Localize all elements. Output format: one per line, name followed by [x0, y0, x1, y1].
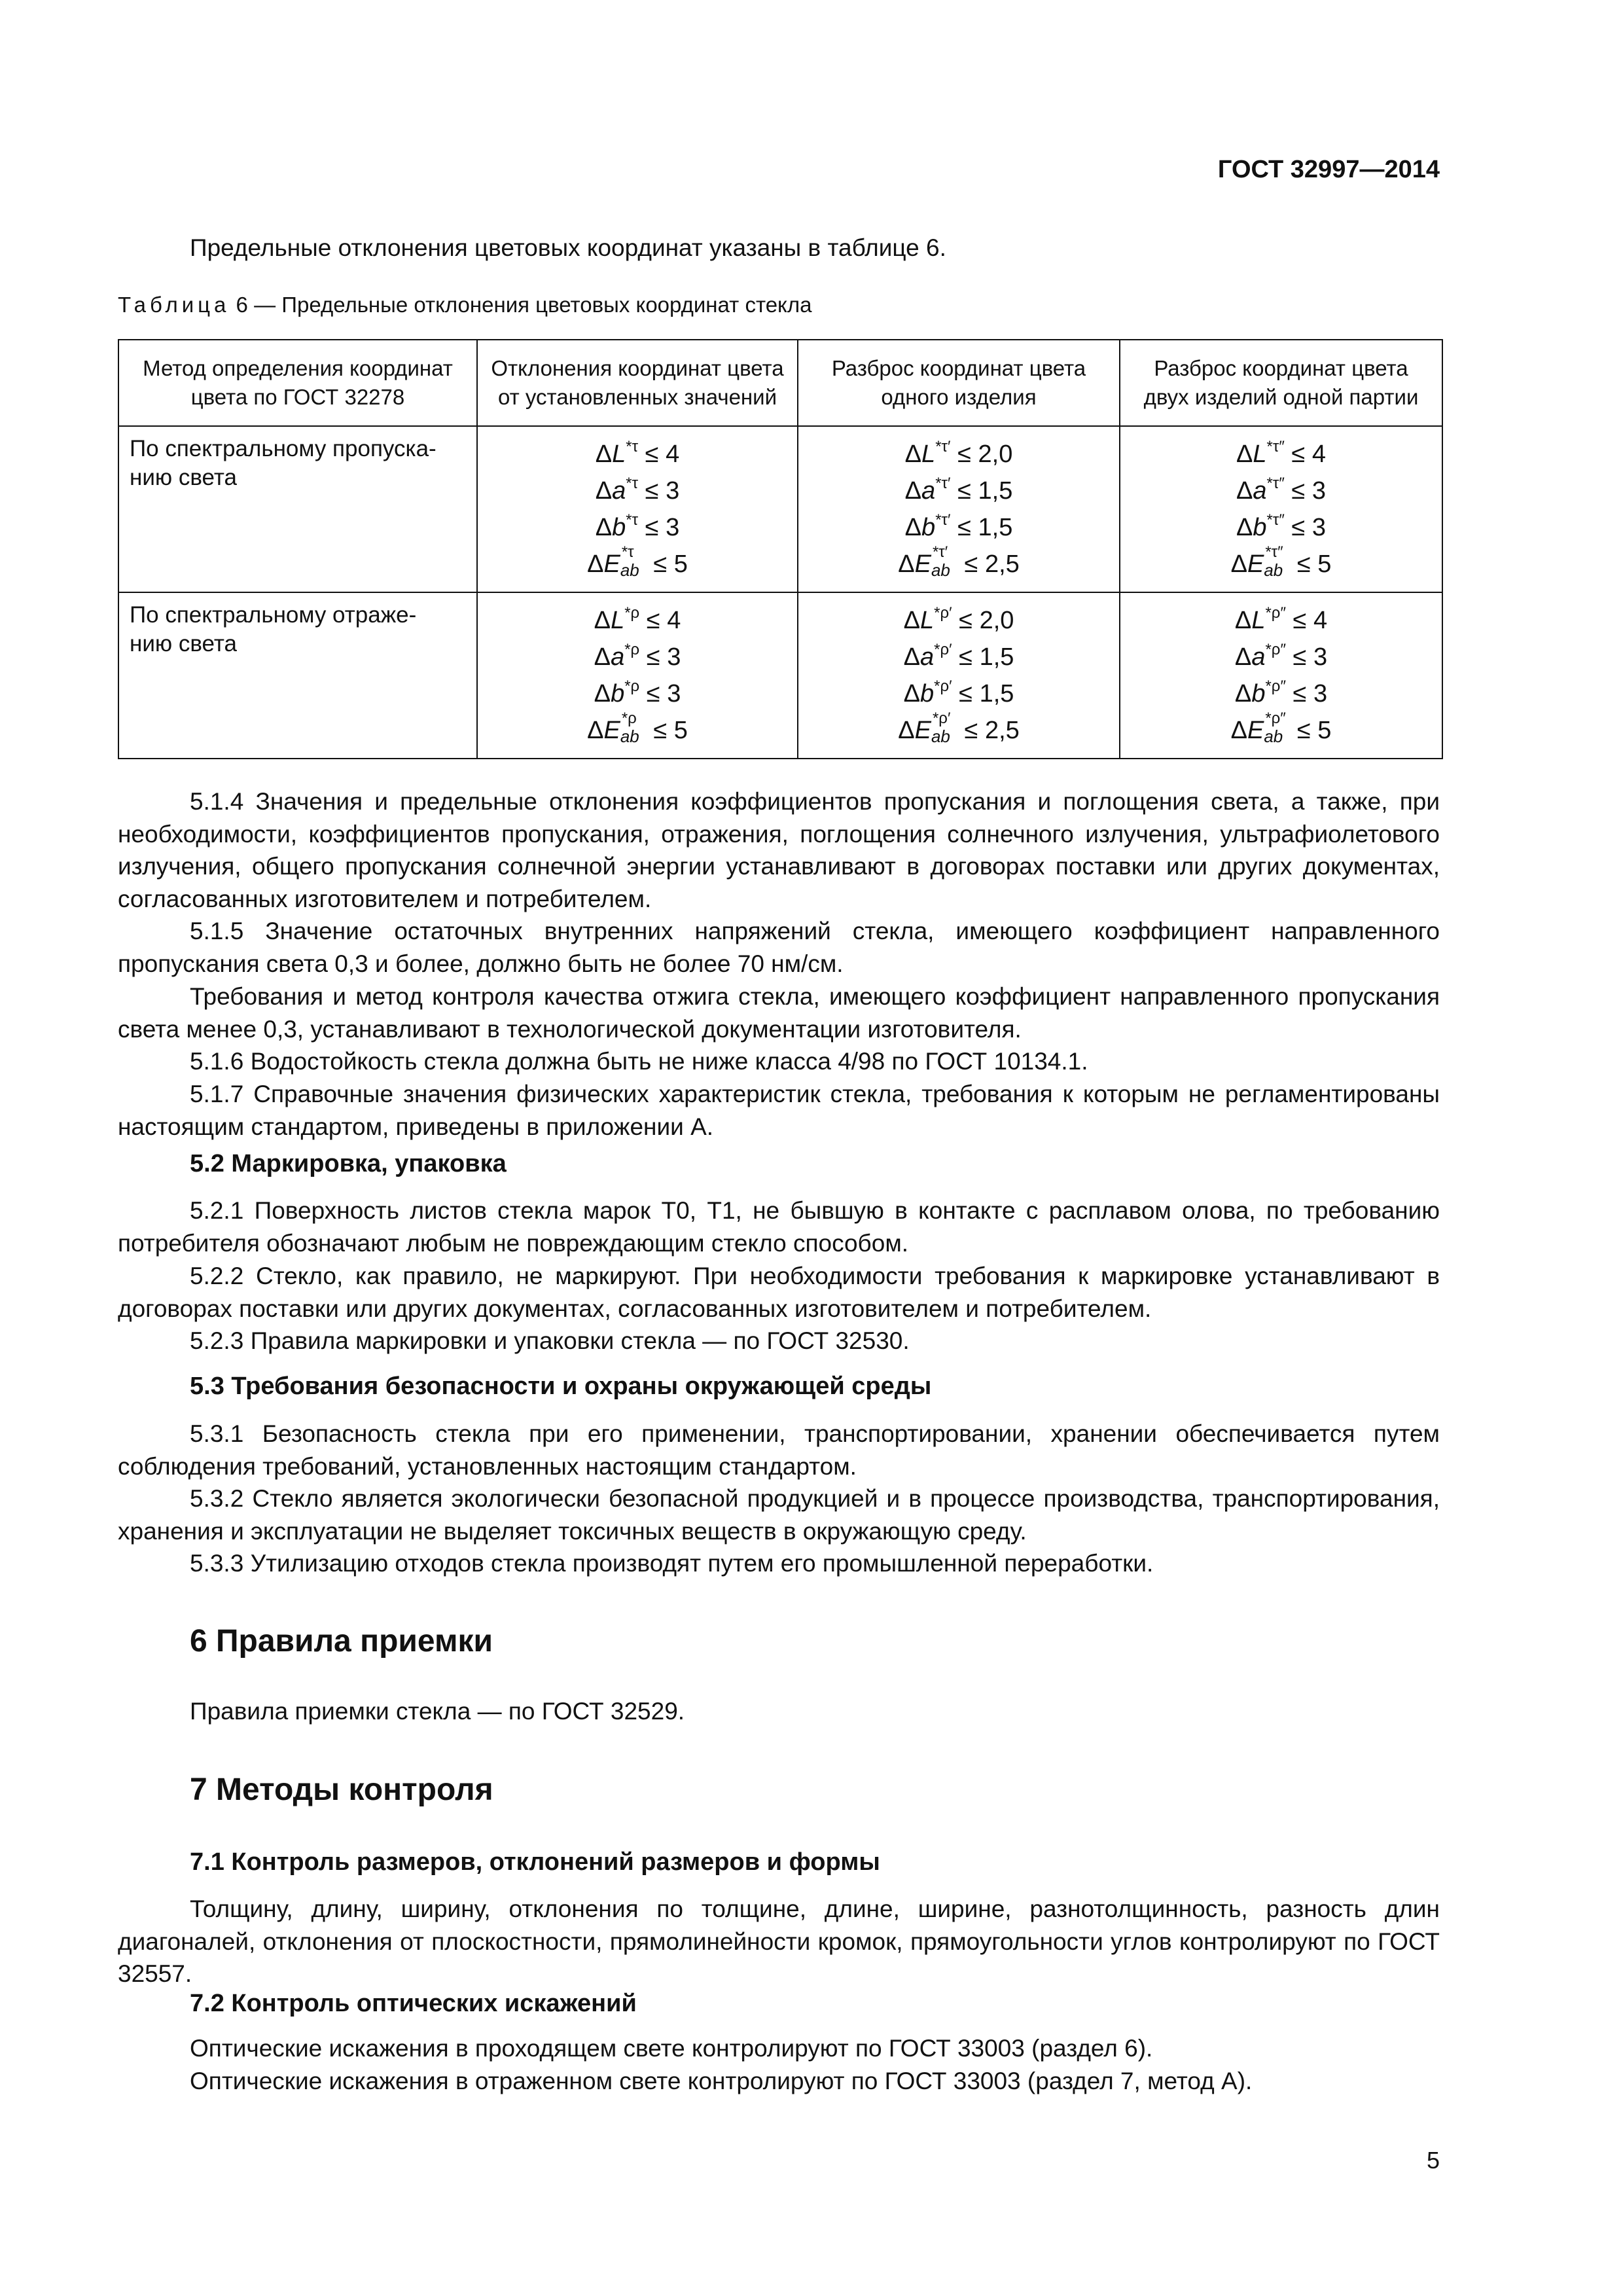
tolerance-formula: $\Delta a^{*\rho} \le 3$ [594, 641, 681, 671]
paragraph-7-2-reflected: Оптические искажения в отраженном свете контролируют по ГОСТ 33003 (раздел 7, метод А). [190, 2068, 1253, 2094]
page-number: 5 [1426, 2147, 1440, 2174]
tolerance-formula: $\Delta b^{*\tau'} \le 1,5$ [904, 511, 1013, 541]
paragraph-5-3-3: 5.3.3 Утилизацию отходов стекла производят путем его промышленной переработки. [190, 1550, 1154, 1577]
method-line: нию света [130, 631, 237, 656]
method-line: По спектральному пропуска- [130, 436, 437, 461]
tolerance-value: 2,0 [978, 440, 1013, 468]
paragraph-6: Правила приемки стекла — по ГОСТ 32529. [190, 1698, 685, 1725]
table-header-row [118, 340, 1442, 426]
method-cell [118, 592, 477, 759]
intro-paragraph: Предельные отклонения цветовых координат указаны в таблице 6. [190, 234, 946, 261]
tolerance-formula: $\Delta L^{*\rho} \le 4$ [594, 604, 681, 634]
tolerance-formula: ΔE *ρ′ ab ≤ 2,5 [898, 709, 1020, 746]
tolerance-cell [1120, 426, 1442, 592]
paragraph-7-1: Толщину, длину, ширину, отклонения по толщине, длине, ширине, разнотолщинность, разность длин диагоналей, отклонения от плоскостности, прямолинейности кромок, прямоугольности углов контролируют по ГОСТ 32557. [118, 1895, 1440, 1987]
document-code: ГОСТ 32997—2014 [1217, 156, 1440, 183]
tolerance-value: 1,5 [978, 514, 1013, 541]
header-spread-batch: Разброс координат цвета двух изделий одной партии [1120, 340, 1442, 426]
tolerance-formula: ΔE *ρ ab ≤ 5 [587, 709, 688, 746]
table-caption-text: 6 — Предельные отклонения цветовых координат стекла [230, 293, 812, 317]
tolerance-formula: $\Delta a^{*\rho'} \le 1,5$ [903, 641, 1014, 671]
tolerance-value: 3 [667, 680, 681, 708]
method-line: По спектральному отраже- [130, 602, 417, 628]
tolerance-formula: $\Delta L^{*\tau} \le 4$ [595, 438, 680, 468]
paragraph-5-1-6: 5.1.6 Водостойкость стекла должна быть не ниже класса 4/98 по ГОСТ 10134.1. [190, 1048, 1088, 1075]
tolerance-formula: $\Delta L^{*\tau''} \le 4$ [1236, 438, 1326, 468]
tolerance-cell [477, 426, 798, 592]
paragraph-5-1-5: 5.1.5 Значение остаточных внутренних напряжений стекла, имеющего коэффициент направленного пропускания света 0,3 и более, должно быть не более 70 нм/см. [118, 918, 1440, 977]
paragraph-5-2-3: 5.2.3 Правила маркировки и упаковки стекла — по ГОСТ 32530. [190, 1327, 910, 1354]
tolerance-formula: $\Delta L^{*\rho''} \le 4$ [1234, 604, 1328, 634]
tolerance-formula: ΔE *τ″ ab ≤ 5 [1230, 543, 1332, 580]
tolerance-formula: $\Delta b^{*\tau} \le 3$ [595, 511, 680, 541]
tolerance-formula: $\Delta b^{*\rho''} \le 3$ [1234, 677, 1328, 708]
tolerance-formula: ΔE *ρ″ ab ≤ 5 [1230, 709, 1332, 746]
tolerance-value: 3 [1313, 643, 1328, 671]
tolerance-value: 4 [1311, 440, 1326, 468]
tolerance-value: 1,5 [978, 477, 1013, 505]
tolerance-formula: $\Delta a^{*\tau'} \le 1,5$ [904, 475, 1013, 505]
heading-5-2: 5.2 Маркировка, упаковка [190, 1150, 507, 1177]
tolerance-value: 5 [673, 717, 688, 744]
tolerance-value: 3 [667, 643, 681, 671]
table-row [118, 426, 1442, 592]
tolerance-value: 4 [1313, 607, 1328, 634]
paragraph-5-2-1: 5.2.1 Поверхность листов стекла марок Т0, Т1, не бывшую в контакте с расплавом олова, по требованию потребителя обозначают любым не повреждающим стекло способом. [118, 1197, 1440, 1257]
tolerance-cell [477, 592, 798, 759]
tolerance-cell [798, 426, 1120, 592]
tolerance-formula: $\Delta L^{*\tau'} \le 2,0$ [904, 438, 1013, 468]
tolerance-cell [798, 592, 1120, 759]
tolerance-value: 4 [666, 440, 680, 468]
tolerance-formula: $\Delta a^{*\tau''} \le 3$ [1236, 475, 1326, 505]
method-cell [118, 426, 477, 592]
tolerance-value: 5 [1317, 550, 1332, 578]
tolerance-formula: $\Delta b^{*\rho'} \le 1,5$ [903, 677, 1014, 708]
tolerance-value: 3 [1311, 477, 1326, 505]
tolerance-formula: $\Delta b^{*\tau''} \le 3$ [1236, 511, 1326, 541]
heading-7-1: 7.1 Контроль размеров, отклонений размеров и формы [190, 1848, 880, 1876]
tolerance-value: 1,5 [979, 643, 1014, 671]
heading-7-2: 7.2 Контроль оптических искажений [190, 1990, 637, 2017]
tolerance-value: 5 [1317, 717, 1332, 744]
tolerance-formula: ΔE *τ′ ab ≤ 2,5 [898, 543, 1020, 580]
table-row [118, 592, 1442, 759]
paragraph-7-2-transmitted: Оптические искажения в проходящем свете контролируют по ГОСТ 33003 (раздел 6). [190, 2035, 1153, 2062]
tolerance-value: 5 [673, 550, 688, 578]
paragraph-5-3-1: 5.3.1 Безопасность стекла при его применении, транспортировании, хранении обеспечивается путем соблюдения требований, установленных настоящим стандартом. [118, 1420, 1440, 1480]
header-spread-single: Разброс координат цвета одного изделия [798, 340, 1120, 426]
tolerance-value: 3 [666, 514, 680, 541]
tolerance-value: 2,5 [984, 550, 1020, 578]
tolerance-formula: $\Delta a^{*\tau} \le 3$ [595, 475, 680, 505]
heading-7: 7 Методы контроля [190, 1772, 493, 1807]
header-method: Метод определения координат цвета по ГОСТ 32278 [118, 340, 477, 426]
tolerance-formula: ΔE *τ ab ≤ 5 [587, 543, 688, 580]
paragraph-5-2-2: 5.2.2 Стекло, как правило, не маркируют. При необходимости требования к маркировке устанавливают в договорах поставки или других документах, согласованных изготовителем и потребителем. [118, 1263, 1440, 1322]
tolerance-value: 3 [666, 477, 680, 505]
tolerance-formula: $\Delta b^{*\rho} \le 3$ [594, 677, 681, 708]
table-caption-label: Таблица [118, 293, 230, 317]
paragraph-5-3-2: 5.3.2 Стекло является экологически безопасной продукцией и в процессе производства, транспортирования, хранения и эксплуатации не выделяет токсичных веществ в окружающую среду. [118, 1485, 1440, 1545]
tolerance-value: 3 [1313, 680, 1328, 708]
paragraph-5-1-5-annealing: Требования и метод контроля качества отжига стекла, имеющего коэффициент направленного пропускания света менее 0,3, устанавливают в технологической документации изготовителя. [118, 983, 1440, 1043]
tolerance-value: 3 [1311, 514, 1326, 541]
tolerance-cell [1120, 592, 1442, 759]
table-6 [118, 339, 1443, 759]
paragraph-5-1-4: 5.1.4 Значения и предельные отклонения коэффициентов пропускания и поглощения света, а также, при необходимости, коэффициентов пропускания, отражения, поглощения солнечного излучения, ультрафиолетового излучения, общего пропускания солнечной энергии устанавливают в договорах поставки или других документах, согласованных изготовителем и потребителем. [118, 788, 1440, 912]
tolerance-value: 2,5 [984, 717, 1020, 744]
header-deviation: Отклонения координат цвета от установленных значений [477, 340, 798, 426]
tolerance-value: 2,0 [979, 607, 1014, 634]
paragraph-5-1-7: 5.1.7 Справочные значения физических характеристик стекла, требования к которым не регламентированы настоящим стандартом, приведены в приложении А. [118, 1081, 1440, 1140]
heading-5-3: 5.3 Требования безопасности и охраны окружающей среды [190, 1372, 932, 1400]
tolerance-value: 1,5 [979, 680, 1014, 708]
tolerance-formula: $\Delta L^{*\rho'} \le 2,0$ [903, 604, 1014, 634]
method-line: нию света [130, 465, 237, 490]
tolerance-value: 4 [667, 607, 681, 634]
heading-6: 6 Правила приемки [190, 1624, 493, 1659]
table-caption [118, 293, 812, 317]
tolerance-formula: $\Delta a^{*\rho''} \le 3$ [1234, 641, 1328, 671]
